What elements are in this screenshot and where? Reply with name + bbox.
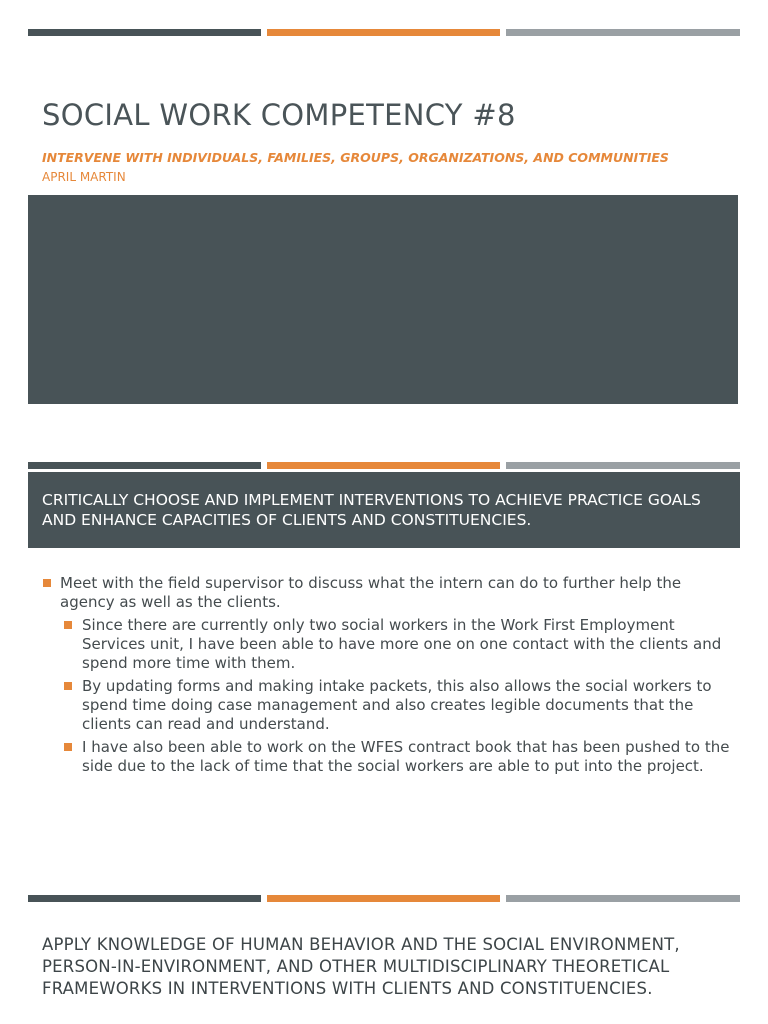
list-item <box>42 738 732 776</box>
square-bullet-icon <box>64 743 72 751</box>
slide1-top-bars <box>28 29 740 37</box>
list-item-text: Since there are currently only two social workers in the Work First Employment Services unit, I have been able to have more one on one contact with the clients and spend more time with them. <box>82 616 722 672</box>
square-bullet-icon <box>64 682 72 690</box>
bar-segment-orange <box>267 895 500 902</box>
slide3-title: APPLY KNOWLEDGE OF HUMAN BEHAVIOR AND THE SOCIAL ENVIRONMENT, PERSON-IN-ENVIRONMENT, AND OTHER MULTIDISCIPLINARY THEORETICAL FRAMEWORKS IN INTERVENTIONS WITH CLIENTS AND CONSTITUENCIES. <box>42 935 680 998</box>
square-bullet-icon <box>43 579 51 587</box>
list-item <box>42 616 732 673</box>
square-bullet-icon <box>64 621 72 629</box>
slide1-author: APRIL MARTIN <box>42 170 126 184</box>
bar-segment-orange <box>267 462 500 469</box>
bar-segment-dark <box>28 462 261 469</box>
list-item-text: I have also been able to work on the WFES contract book that has been pushed to the side due to the lack of time that the social workers are able to put into the project. <box>82 738 730 775</box>
bar-segment-gray <box>506 462 740 469</box>
bar-segment-gray <box>506 29 740 36</box>
slide2-bullet-list <box>42 574 732 776</box>
slide1-dark-panel <box>28 195 738 404</box>
list-item-text: By updating forms and making intake packets, this also allows the social workers to spend time doing case management and also creates legible documents that the clients can read and understand. <box>82 677 712 733</box>
slide2-header <box>28 472 740 548</box>
slide2-header-text: CRITICALLY CHOOSE AND IMPLEMENT INTERVENTIONS TO ACHIEVE PRACTICE GOALS AND ENHANCE CAPACITIES OF CLIENTS AND CONSTITUENCIES. <box>42 491 701 529</box>
slide1-subtitle: INTERVENE WITH INDIVIDUALS, FAMILIES, GROUPS, ORGANIZATIONS, AND COMMUNITIES <box>42 150 669 165</box>
bar-segment-dark <box>28 895 261 902</box>
list-item <box>42 574 732 612</box>
bar-segment-gray <box>506 895 740 902</box>
bar-segment-dark <box>28 29 261 36</box>
slide2-top-bars <box>28 462 740 470</box>
slide3-top-bars <box>28 895 740 903</box>
bar-segment-orange <box>267 29 500 36</box>
list-item <box>42 677 732 734</box>
list-item-text: Meet with the field supervisor to discuss what the intern can do to further help the agency as well as the clients. <box>60 574 682 611</box>
slide1-title: SOCIAL WORK COMPETENCY #8 <box>42 98 516 132</box>
